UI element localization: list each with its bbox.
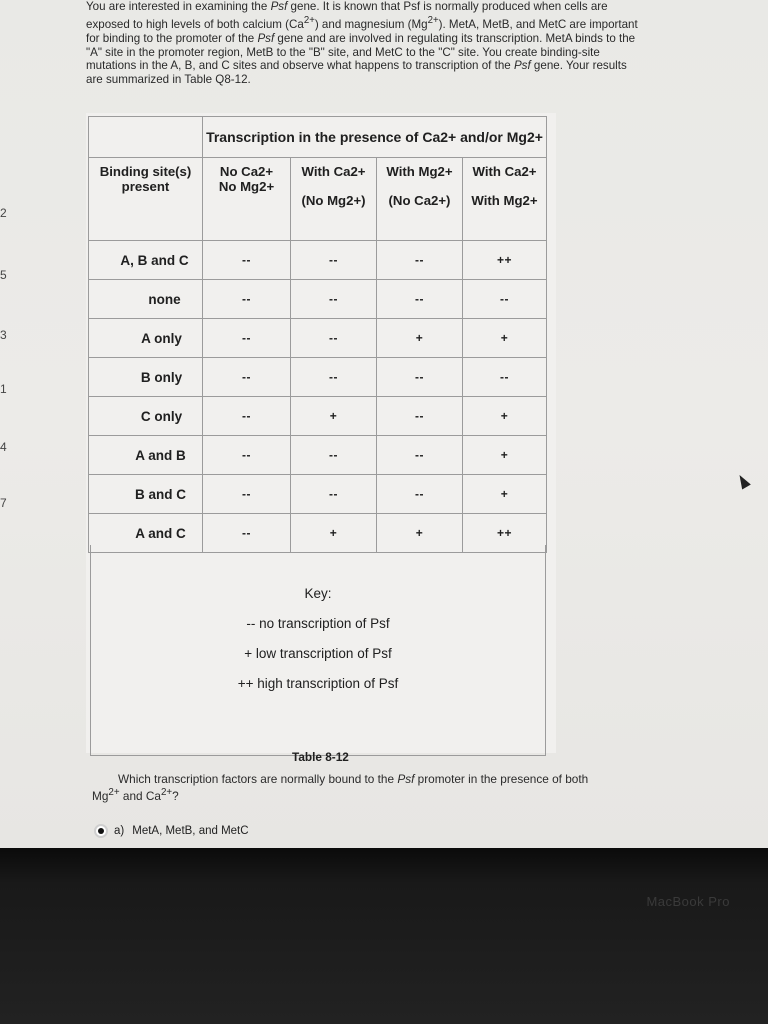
table-row [89,436,547,475]
result-cell: ++ [463,241,547,280]
table-title: Transcription in the presence of Ca2+ and/or Mg2+ [203,117,547,158]
row-label: A and C [89,514,203,553]
intro-gene-name: Psf [270,0,288,13]
result-cell: -- [203,280,291,319]
table-row [89,475,547,514]
result-cell: ++ [463,514,547,553]
row-label: B only [89,358,203,397]
result-cell: -- [203,514,291,553]
intro-text: You are interested in examining the [86,0,271,13]
result-cell: + [377,514,463,553]
result-cell: -- [377,397,463,436]
result-cell: -- [203,241,291,280]
result-cell: -- [291,241,377,280]
header-with-ca-and-mg [463,158,547,241]
result-cell: -- [377,436,463,475]
result-cell: -- [377,358,463,397]
intro-paragraph [86,0,646,87]
edge-mark: 3 [0,328,7,342]
intro-text: ). MetA, MetB, and MetC are important for binding to the promoter of the [86,17,638,45]
answer-option-a[interactable] [94,824,249,838]
result-cell: -- [291,475,377,514]
radio-selected-dot [98,828,104,834]
header-line: present [121,179,170,194]
edge-mark: 2 [0,206,7,220]
table-row [89,358,547,397]
header-line: With Mg2+ [471,193,538,208]
result-cell: -- [377,241,463,280]
header-with-ca [291,158,377,241]
question-text [92,772,612,803]
row-label: C only [89,397,203,436]
result-cell: + [463,436,547,475]
table-row [89,397,547,436]
row-label: A only [89,319,203,358]
result-cell: + [463,475,547,514]
header-line: No Ca2+ [219,164,274,179]
intro-superscript: 2+ [303,14,315,26]
table-row [89,319,547,358]
row-label: A and B [89,436,203,475]
result-cell: -- [463,358,547,397]
result-cell: -- [203,475,291,514]
result-cell: + [463,319,547,358]
header-line: No Mg2+ [218,179,275,194]
intro-gene-name: Psf [257,31,275,45]
edge-mark: 1 [0,382,7,396]
edge-mark: 5 [0,268,7,282]
header-binding-sites [89,158,203,241]
header-line: With Mg2+ [386,164,453,179]
result-cell: -- [291,358,377,397]
result-cell: + [377,319,463,358]
key [91,579,545,699]
result-cell: -- [203,319,291,358]
result-cell: -- [203,358,291,397]
result-cell: -- [463,280,547,319]
edge-mark: 7 [0,496,7,510]
question-superscript: 2+ [108,787,120,798]
intro-text: gene. It is known that Psf is normally produced when cells are exposed to high levels of both calcium (Ca [86,0,608,31]
key-item-none: -- no transcription of Psf [246,616,390,631]
table-row [89,280,547,319]
header-line: Binding site(s) [99,164,192,179]
header-line: With Ca2+ [472,164,537,179]
header-line: (No Mg2+) [301,193,366,208]
result-cell: + [291,514,377,553]
left-margin [0,0,10,848]
result-cell: -- [377,280,463,319]
result-cell: -- [291,319,377,358]
option-text: MetA, MetB, and MetC [132,825,249,837]
results-table [88,116,547,553]
edge-mark: 4 [0,440,7,454]
mouse-cursor-icon [735,472,751,489]
key-area [90,545,546,756]
key-item-low: + low transcription of Psf [244,646,392,661]
question-segment: and Ca [119,788,161,803]
table-caption: Table 8-12 [292,750,349,764]
header-with-mg [377,158,463,241]
result-cell: -- [377,475,463,514]
question-segment: Which transcription factors are normally bound to the [118,772,398,786]
key-title: Key: [304,586,332,601]
table-title-row [89,117,547,158]
intro-text: ) and magnesium (Mg [314,17,428,31]
table-row [89,241,547,280]
row-label: A, B and C [89,241,203,280]
row-label: none [89,280,203,319]
header-line: (No Ca2+) [388,193,451,208]
result-cell: -- [203,436,291,475]
header-line: With Ca2+ [301,164,366,179]
table-header-row [89,158,547,241]
table-corner-cell [89,117,203,158]
question-segment: promoter in the presence of both Mg [92,772,589,803]
result-cell: -- [203,397,291,436]
intro-gene-name: Psf [513,59,531,73]
intro-superscript: 2+ [427,14,439,26]
result-cell: + [291,397,377,436]
question-segment: ? [172,788,179,803]
result-cell: -- [291,436,377,475]
bezel-label: MacBook Pro [646,894,730,909]
row-label: B and C [89,475,203,514]
intro-text: gene and are involved in regulating its transcription. MetA binds to the "A" site in the promoter region, MetB to the "B" site, and MetC to the "C" site. You create binding-site mutations in the A, B, and C sites and observe what happens to transcription of the [86,31,636,73]
intro-text: gene. Your results are summarized in Table Q8-12. [86,59,627,87]
option-letter: a) [114,825,125,837]
question-gene-name: Psf [397,772,415,786]
question-superscript: 2+ [160,787,173,798]
result-cell: -- [291,280,377,319]
result-cell: + [463,397,547,436]
header-no-ca-no-mg [203,158,291,241]
laptop-bezel [0,848,768,1024]
radio-button[interactable] [94,824,108,838]
key-item-high: ++ high transcription of Psf [237,676,399,691]
